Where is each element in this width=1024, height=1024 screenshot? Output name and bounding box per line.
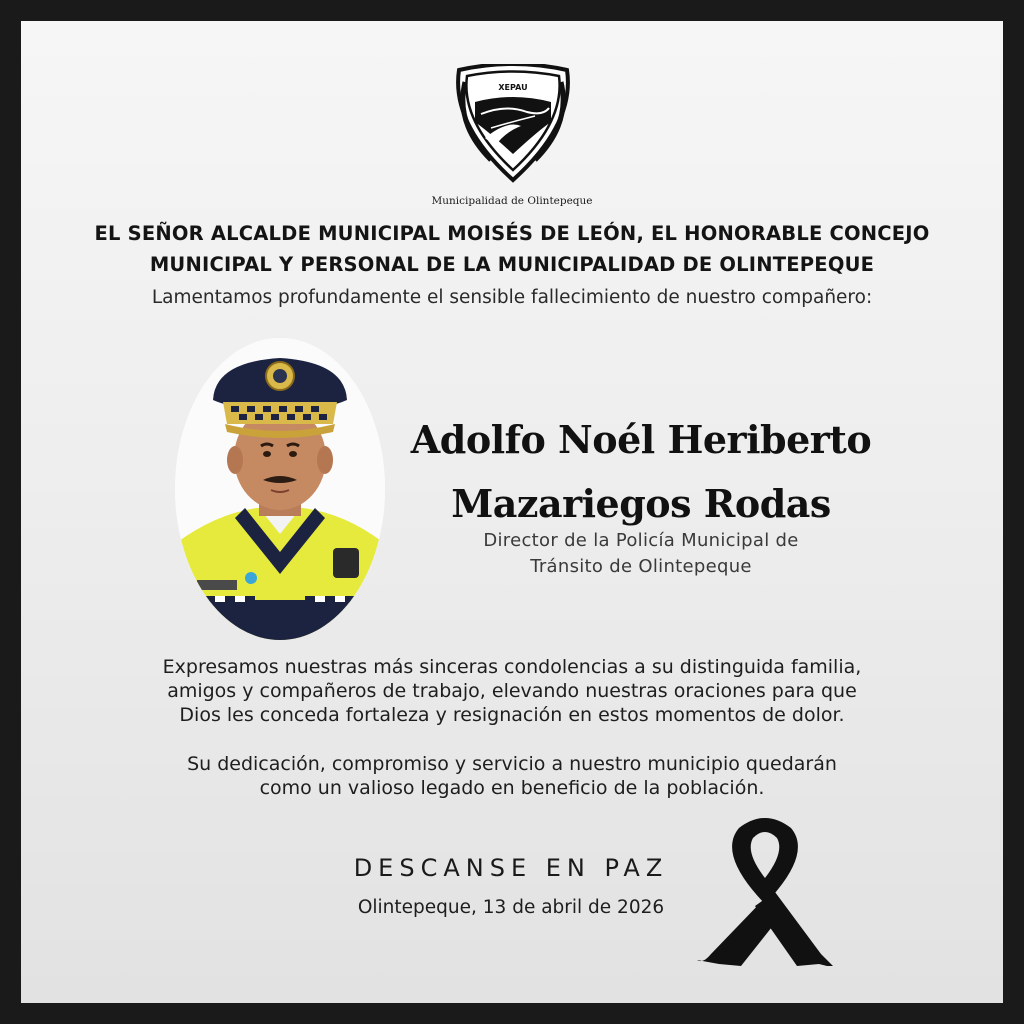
condolence-paragraph-2	[21, 752, 1003, 800]
deceased-role	[391, 528, 891, 580]
role-line-2: Tránsito de Olintepeque	[530, 556, 752, 577]
lament-text: Lamentamos profundamente el sensible fallecimiento de nuestro compañero:	[151, 287, 873, 308]
paragraph-line: Su dedicación, compromiso y servicio a nuestro municipio quedarán	[187, 753, 837, 775]
portrait-photo	[175, 338, 385, 640]
header-line-2: MUNICIPAL Y PERSONAL DE LA MUNICIPALIDAD DE OLINTEPEQUE	[149, 253, 875, 276]
logo-text: XEPAU	[498, 83, 528, 92]
condolence-card	[21, 21, 1003, 1003]
paragraph-line: Expresamos nuestras más sinceras condolencias a su distinguida familia,	[162, 656, 862, 678]
header-line-1: EL SEÑOR ALCALDE MUNICIPAL MOISÉS DE LEÓN, EL HONORABLE CONCEJO	[94, 222, 930, 245]
role-line-1: Director de la Policía Municipal de	[483, 530, 799, 551]
paragraph-line: amigos y compañeros de trabajo, elevando nuestras oraciones para que	[167, 680, 857, 702]
name-line-1: Adolfo Noél Heriberto	[410, 417, 872, 462]
logo-caption: Municipalidad de Olintepeque	[431, 195, 593, 207]
deceased-name	[381, 408, 901, 536]
header-title	[21, 218, 1003, 280]
rest-in-peace-heading: DESCANSE EN PAZ	[353, 854, 669, 882]
paragraph-line: como un valioso legado en beneficio de la población.	[259, 777, 765, 799]
name-line-2: Mazariegos Rodas	[451, 481, 831, 526]
paragraph-line: Dios les conceda fortaleza y resignación en estos momentos de dolor.	[179, 704, 845, 726]
condolence-paragraph-1	[21, 655, 1003, 727]
mourning-ribbon-icon	[693, 814, 838, 966]
place-date: Olintepeque, 13 de abril de 2026	[357, 897, 665, 918]
municipal-crest-logo	[451, 64, 575, 184]
